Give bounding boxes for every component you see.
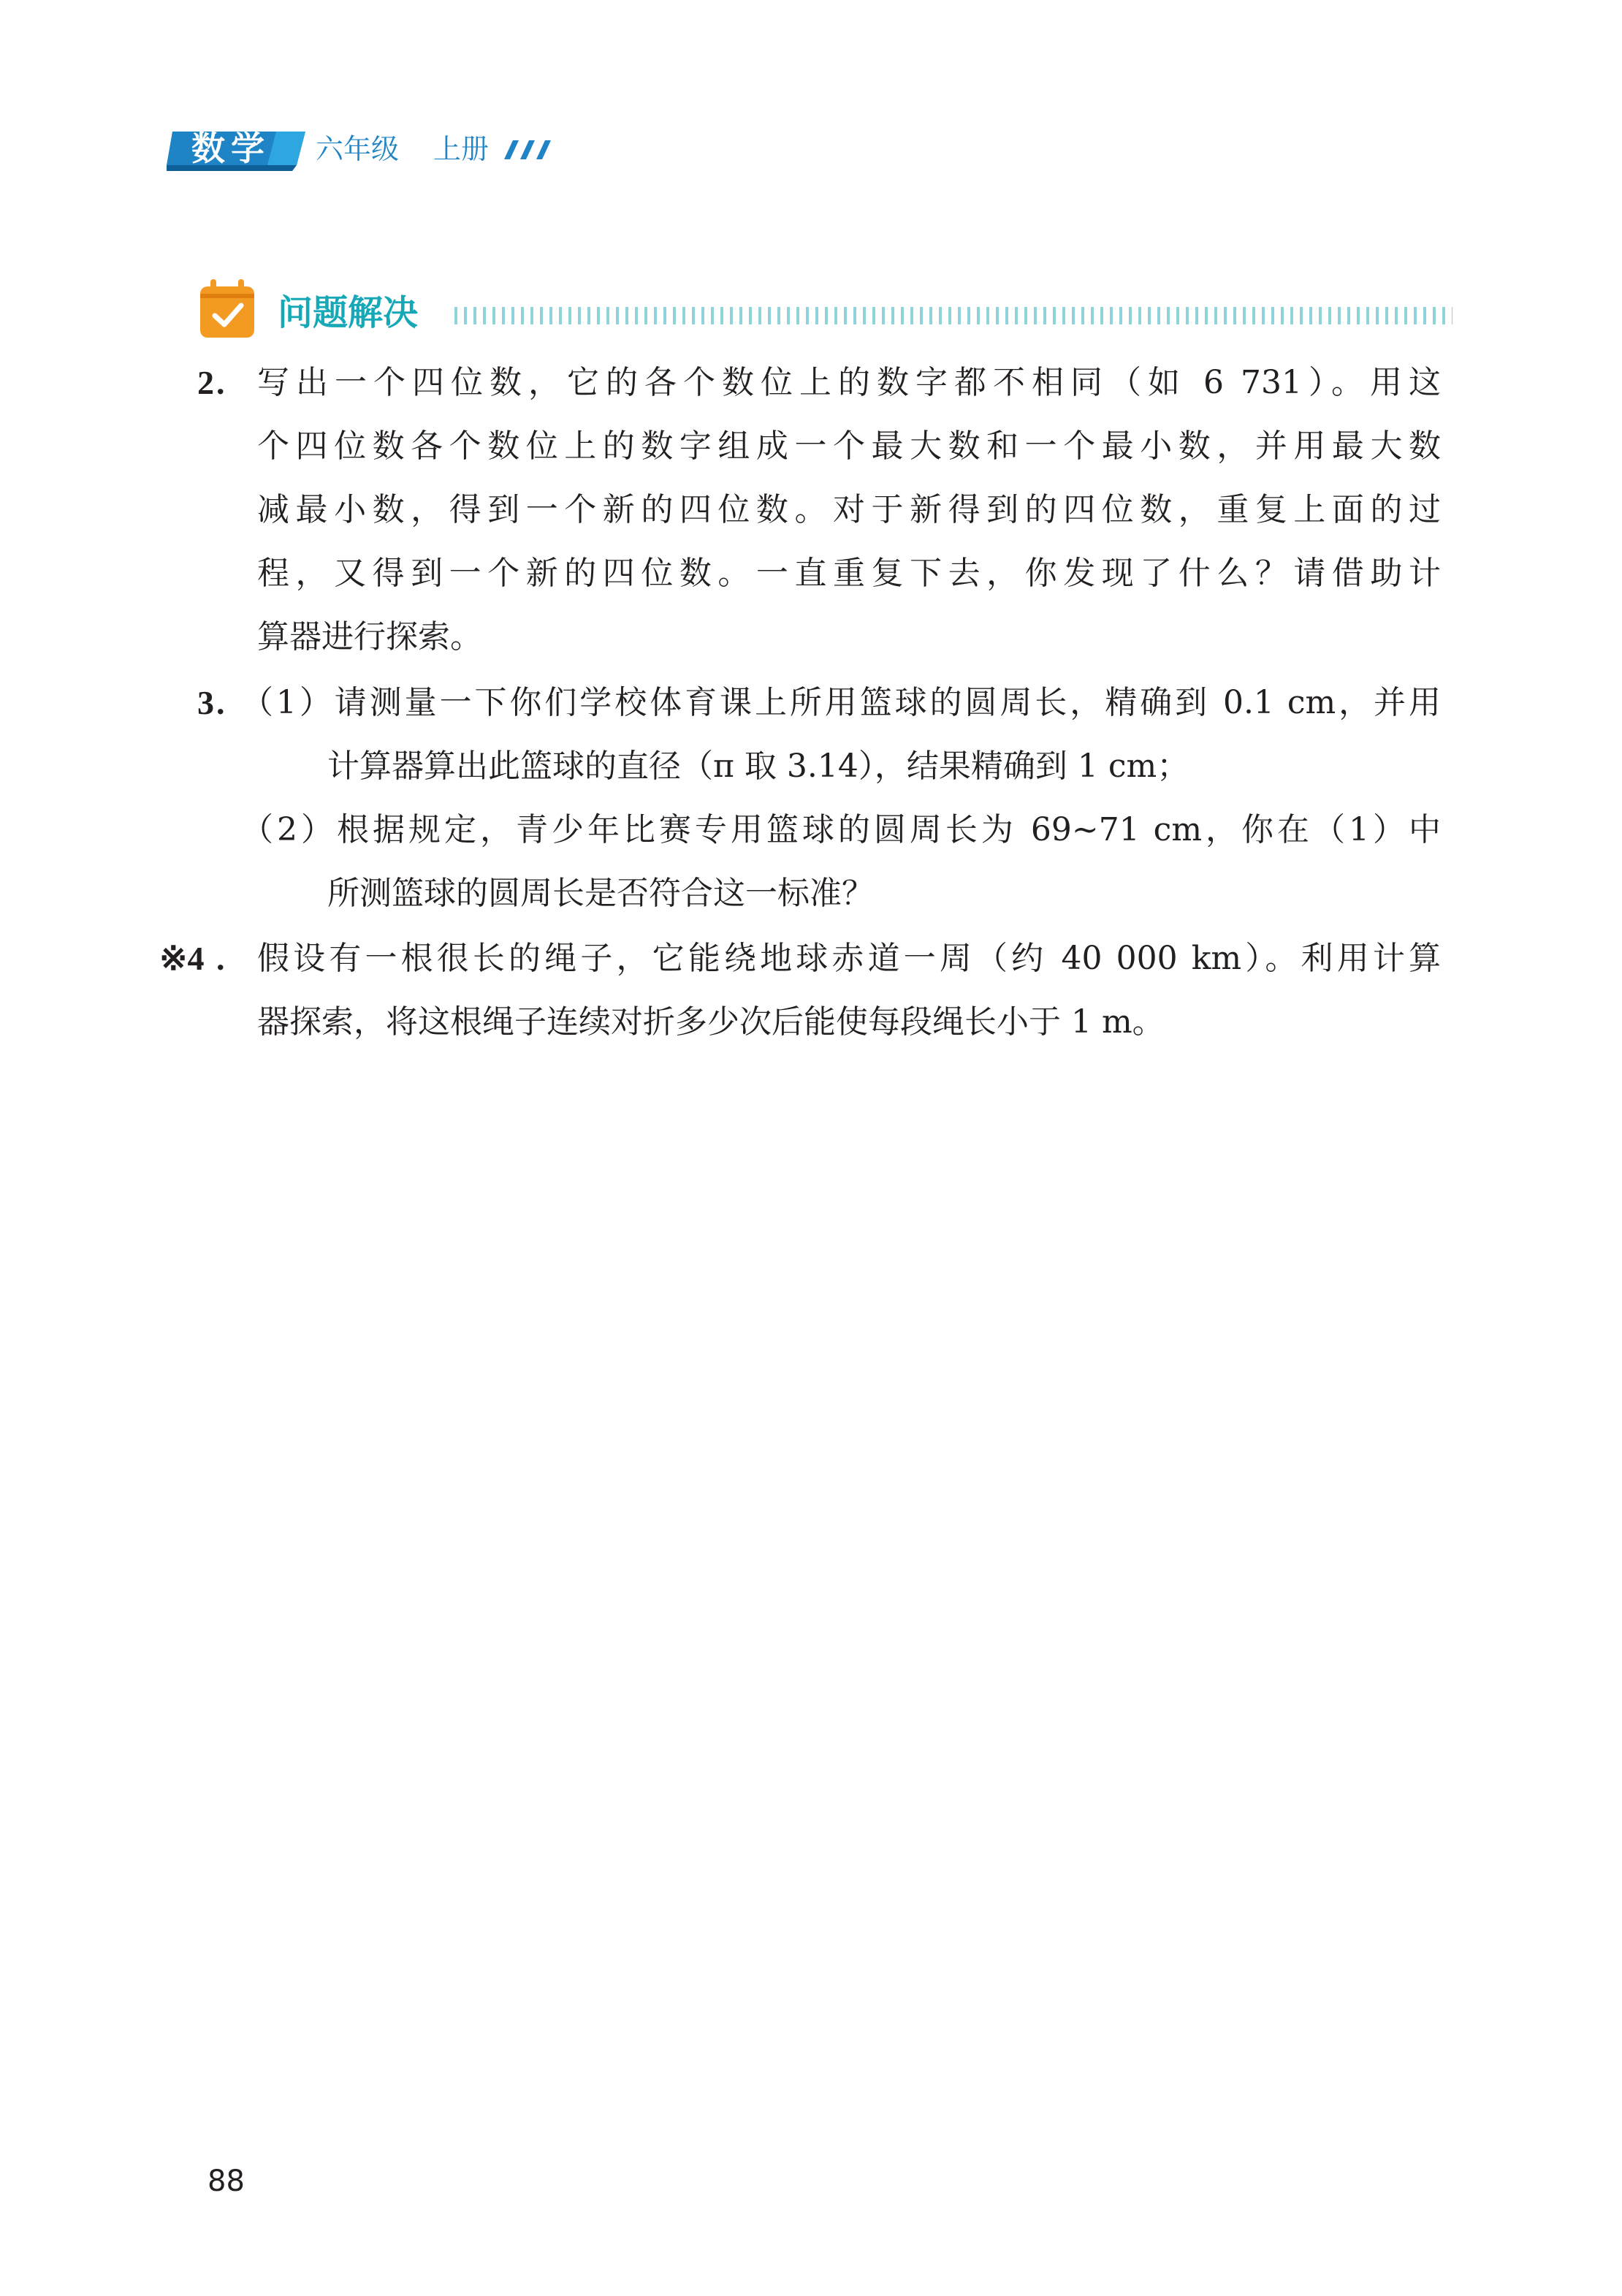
problem-text-line: 个四位数各个数位上的数字组成一个最大数和一个最小数，并用最大数 — [257, 427, 1441, 465]
problem-text-line: 程，又得到一个新的四位数。一直重复下去，你发现了什么？请借助计 — [257, 555, 1441, 592]
calendar-check-icon — [199, 278, 256, 342]
problem-number-dot: . — [216, 364, 225, 401]
volume-label: 上册 — [433, 133, 490, 165]
problem-text-line: 减最小数，得到一个新的四位数。对于新得到的四位数，重复上面的过 — [257, 491, 1441, 528]
subproblem-2-line: 所测篮球的圆周长是否符合这一标准？ — [327, 875, 874, 912]
page-header — [0, 0, 1622, 190]
subproblem-1-line: 计算器算出此篮球的直径（π 取 3.14），结果精确到 1 cm； — [327, 748, 1189, 785]
problem-text-line: 写出一个四位数，它的各个数位上的数字都不相同（如 6 731）。用这 — [257, 364, 1441, 401]
problem-number: 2 — [197, 364, 214, 401]
problem-number-dot: . — [216, 940, 225, 977]
subproblem-1-line: （1）请测量一下你们学校体育课上所用篮球的圆周长，精确到 0.1 cm，并用 — [241, 684, 1441, 721]
section-title: 问题解决 — [278, 292, 419, 333]
problem-text-line: 算器进行探索。 — [257, 618, 482, 655]
problem-number: 3 — [197, 684, 214, 721]
problem-text-line: 假设有一根很长的绳子，它能绕地球赤道一周（约 40 000 km）。利用计算 — [257, 940, 1441, 977]
subject-title: 数学 — [191, 129, 270, 168]
subproblem-2-line: （2）根据规定，青少年比赛专用篮球的圆周长为 69~71 cm，你在（1）中 — [241, 811, 1441, 848]
page-number: 88 — [207, 2164, 245, 2198]
problem-number-dot: . — [216, 684, 225, 721]
section-divider — [454, 307, 1452, 324]
problem-number: ※4 — [159, 940, 205, 977]
problem-text-line: 器探索，将这根绳子连续对折多少次后能使每段绳长小于 1 m。 — [257, 1003, 1165, 1041]
section-heading — [196, 270, 1452, 343]
grade-label: 六年级 — [316, 133, 400, 165]
slash-decoration-icon — [503, 137, 558, 165]
